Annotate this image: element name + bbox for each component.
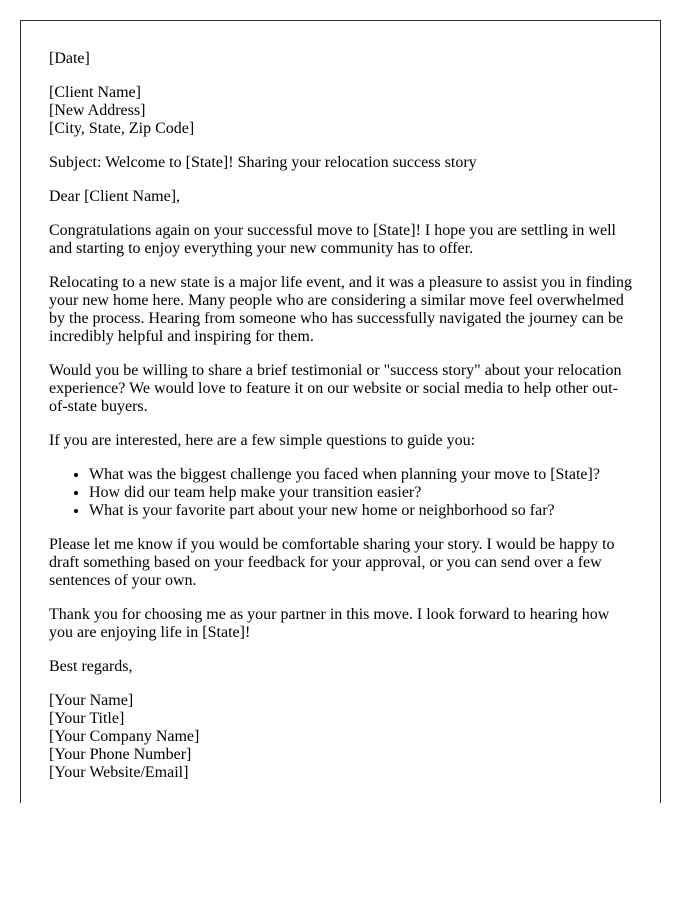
body-paragraph: If you are interested, here are a few simple questions to guide you:	[49, 432, 476, 449]
sender-website-email: [Your Website/Email]	[49, 764, 189, 781]
recipient-name: [Client Name]	[49, 84, 141, 101]
sender-title: [Your Title]	[49, 710, 125, 727]
question-list	[49, 466, 632, 520]
closing-paragraph: Thank you for choosing me as your partner in this move. I look forward to hearing how you are enjoying life in [State]!	[49, 606, 610, 641]
recipient-street: [New Address]	[49, 102, 146, 119]
closing-paragraph: Please let me know if you would be comfortable sharing your story. I would be happy to draft something based on your feedback for your approval, or you can send over a few sentences of your own.	[49, 536, 615, 589]
subject-line: Subject: Welcome to [State]! Sharing your relocation success story	[49, 154, 477, 171]
body-paragraph: Congratulations again on your successful move to [State]! I hope you are settling in well and starting to enjoy everything your new community has to offer.	[49, 222, 616, 257]
recipient-address	[49, 84, 632, 138]
salutation: Dear [Client Name],	[49, 188, 181, 205]
sender-name: [Your Name]	[49, 692, 134, 709]
body-paragraph: Would you be willing to share a brief testimonial or "success story" about your relocation experience? We would love to feature it on our website or social media to help other out-of-state buyers.	[49, 362, 622, 415]
sender-phone: [Your Phone Number]	[49, 746, 192, 763]
signature-block	[49, 692, 632, 782]
sender-company: [Your Company Name]	[49, 728, 200, 745]
question-item: • What is your favorite part about your new home or neighborhood so far?	[89, 502, 632, 520]
question-item: • How did our team help make your transition easier?	[89, 484, 632, 502]
recipient-city: [City, State, Zip Code]	[49, 120, 195, 137]
letter-date: [Date]	[49, 50, 90, 67]
question-item: • What was the biggest challenge you faced when planning your move to [State]?	[89, 466, 632, 484]
signoff: Best regards,	[49, 658, 133, 675]
letter-page	[20, 20, 661, 803]
body-paragraph: Relocating to a new state is a major life event, and it was a pleasure to assist you in finding your new home here. Many people who are considering a similar move feel overwhelmed by the process. Hearing from someone who has successfully navigated the journey can be incredibly helpful and inspiring for them.	[49, 274, 632, 345]
